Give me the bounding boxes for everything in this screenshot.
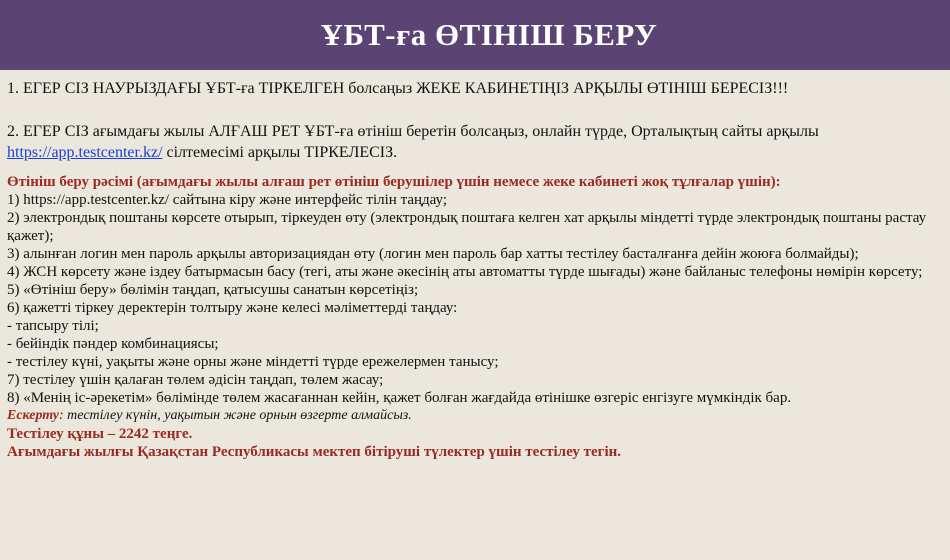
paragraph-first-time-text: 2. ЕГЕР СІЗ ағымдағы жылы АЛҒАШ РЕТ ҰБТ-ға өтініш беретін болсаңыз, онлайн түрде, Орталықтың сайты арқылы <box>7 123 819 140</box>
warning-label: Ескерту <box>7 408 60 423</box>
step-5: 5) «Өтініш беру» бөлімін таңдап, қатысушы санатын көрсетіңіз; <box>7 282 419 298</box>
title-banner <box>0 0 950 70</box>
testing-price: Тестілеу құны – 2242 теңге. <box>7 426 193 442</box>
paragraph-first-time-users <box>7 121 943 163</box>
step-4: 4) ЖСН көрсету және іздеу батырмасын басу (тегі, аты және әкесінің аты автоматты түрде шығады) және байланыс телефоны нөмірін көрсету; <box>7 264 923 280</box>
free-testing-note: Ағымдағы жылғы Қазақстан Республикасы мектеп бітіруші түлектер үшін тестілеу тегін. <box>7 444 622 460</box>
step-7: 7) тестілеу үшін қалаған төлем әдісін таңдап, төлем жасау; <box>7 372 384 388</box>
step-1: 1) https://app.testcenter.kz/ сайтына кіру және интерфейс тілін таңдау; <box>7 192 448 208</box>
slide-content <box>7 78 943 461</box>
paragraph-first-time-text-end: сілтемесімі арқылы ТІРКЕЛЕСІЗ. <box>162 144 398 161</box>
paragraph-registered-users: 1. ЕГЕР СІЗ НАУРЫЗДАҒЫ ҰБТ-ға ТІРКЕЛГЕН болсаңыз ЖЕКЕ КАБИНЕТІҢІЗ АРҚЫЛЫ ӨТІНІШ БЕРЕСІЗ!!! <box>7 80 789 97</box>
warning-note <box>7 407 943 425</box>
step-6: 6) қажетті тіркеу деректерін толтыру және келесі мәліметтерді таңдау: <box>7 300 458 316</box>
warning-text: : тестілеу күнін, уақытын және орнын өзгерте алмайсыз. <box>59 408 412 423</box>
testcenter-link[interactable]: https://app.testcenter.kz/ <box>7 144 163 161</box>
step-2: 2) электрондық поштаны көрсете отырып, тіркеуден өту (электрондық поштаға келген хат арқылы міндетті түрде электрондық поштаны растау қажет); <box>7 210 927 244</box>
step-8: 8) «Менің іс-әрекетім» бөлімінде төлем жасағаннан кейін, қажет болған жағдайда өтінішке өзгеріс енгізуге мүмкіндік бар. <box>7 390 792 406</box>
step-6-language: - тапсыру тілі; <box>7 318 99 334</box>
page-title: ҰБТ-ға ӨТІНІШ БЕРУ <box>320 17 658 52</box>
step-6-date-place: - тестілеу күні, уақыты және орны және міндетті түрде ережелермен танысу; <box>7 354 499 370</box>
procedure-steps <box>7 191 943 407</box>
procedure-title: Өтініш беру рәсімі (ағымдағы жылы алғаш рет өтініш берушілер үшін немесе жеке кабинеті жоқ тұлғалар үшін): <box>7 174 781 190</box>
step-6-subjects: - бейіндік пәндер комбинациясы; <box>7 336 219 352</box>
step-3: 3) алынған логин мен пароль арқылы авторизациядан өту (логин мен пароль бар хатты тестілеу басталғанға дейін жоюға болмайды); <box>7 246 859 262</box>
